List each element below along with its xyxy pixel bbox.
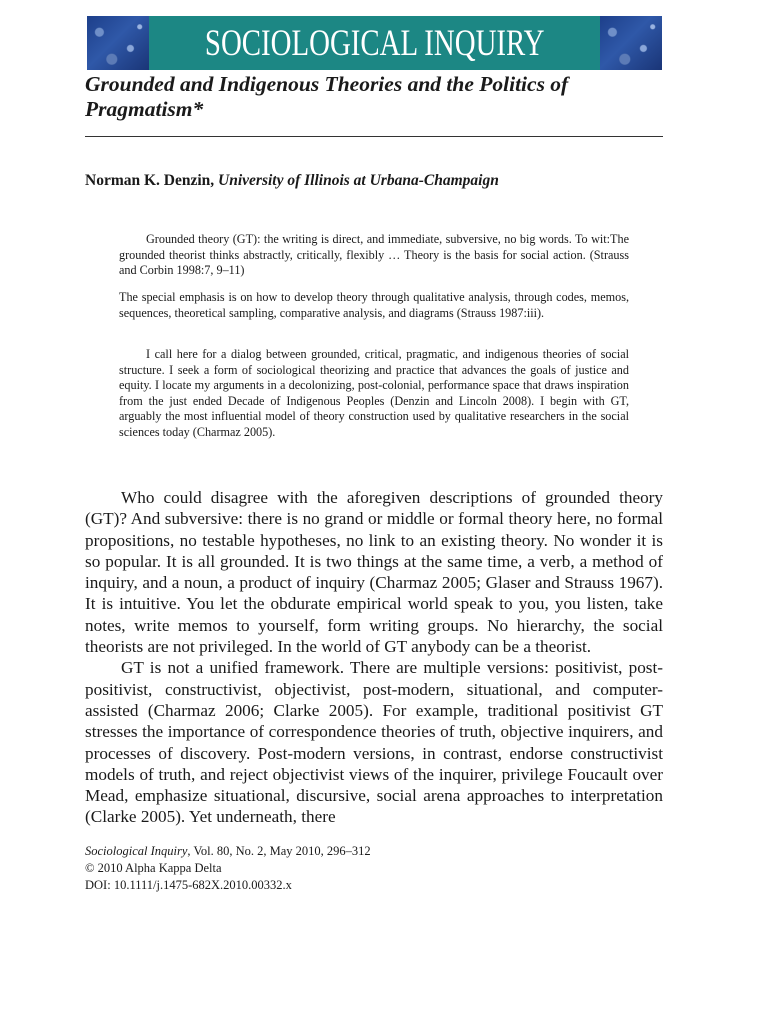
- author-line: [85, 172, 499, 190]
- masthead-decorative-image-left: [87, 16, 149, 70]
- journal-citation: [85, 843, 371, 860]
- journal-name: SOCIOLOGICAL INQUIRY: [204, 22, 545, 64]
- author-affiliation: University of Illinois at Urbana-Champaign: [218, 172, 499, 189]
- author-name: Norman K. Denzin,: [85, 172, 215, 189]
- epigraph-quote-2: The special emphasis is on how to develop theory through qualitative analysis, through codes, memos, sequences, theoretical sampling, comparative analysis, and diagrams (Strauss 1987:iii).: [119, 290, 629, 320]
- abstract-summary: I call here for a dialog between grounded, critical, pragmatic, and indigenous theories of social structure. I seek a form of sociological theorizing and practice that advances the goals of justice and equity. I locate my arguments in a decolonizing, post-colonial, performance space that draws inspiration from the just ended Decade of Indigenous Peoples (Denzin and Lincoln 2008). I begin with GT, arguably the most influential model of theory construction used by qualitative researchers in the social sciences today (Charmaz 2005).: [119, 347, 629, 439]
- doi: DOI: 10.1111/j.1475-682X.2010.00332.x: [85, 878, 292, 892]
- body-paragraph-2: GT is not a unified framework. There are multiple versions: positivist, post-positivist, constructivist, objectivist, post-modern, situational, and computer-assisted (Charmaz 2006; Clarke 2005). For example, traditional positivist GT stresses the importance of correspondence theories of truth, objective inquirers, and processes of discovery. Post-modern versions, in contrast, endorse constructivist models of truth, and reject objectivist views of the inquirer, privilege Foucault over Mead, emphasize situational, discursive, social arena approaches to interpretation (Clarke 2005). Yet underneath, there: [85, 658, 663, 827]
- article-body: [85, 487, 663, 828]
- footer-journal-name: Sociological Inquiry: [85, 844, 188, 858]
- masthead-decorative-image-right: [600, 16, 662, 70]
- copyright-notice: © 2010 Alpha Kappa Delta: [85, 861, 222, 875]
- title-divider: [85, 136, 663, 137]
- epigraph-quote-1: Grounded theory (GT): the writing is direct, and immediate, subversive, no big words. To wit:The grounded theorist thinks abstractly, critically, flexibly … Theory is the basis for social action. (Strauss and Corbin 1998:7, 9–11): [119, 232, 629, 277]
- article-title: Grounded and Indigenous Theories and the Politics of Pragmatism*: [85, 72, 569, 121]
- footer-citation-details: , Vol. 80, No. 2, May 2010, 296–312: [187, 844, 371, 858]
- citation-footer: [85, 843, 371, 894]
- journal-masthead: [87, 16, 662, 70]
- body-paragraph-1: Who could disagree with the aforegiven descriptions of grounded theory (GT)? And subversive: there is no grand or middle or formal theory here, no formal propositions, no testable hypotheses, no link to an existing theory. No wonder it is so popular. It is all grounded. It is two things at the same time, a verb, a method of inquiry, and a noun, a product of inquiry (Charmaz 2005; Glaser and Strauss 1967). It is intuitive. You let the obdurate empirical world speak to you, you listen, take notes, write memos to yourself, form writing groups. No hierarchy, the social theorists are not privileged. In the world of GT anybody can be a theorist.: [85, 488, 663, 657]
